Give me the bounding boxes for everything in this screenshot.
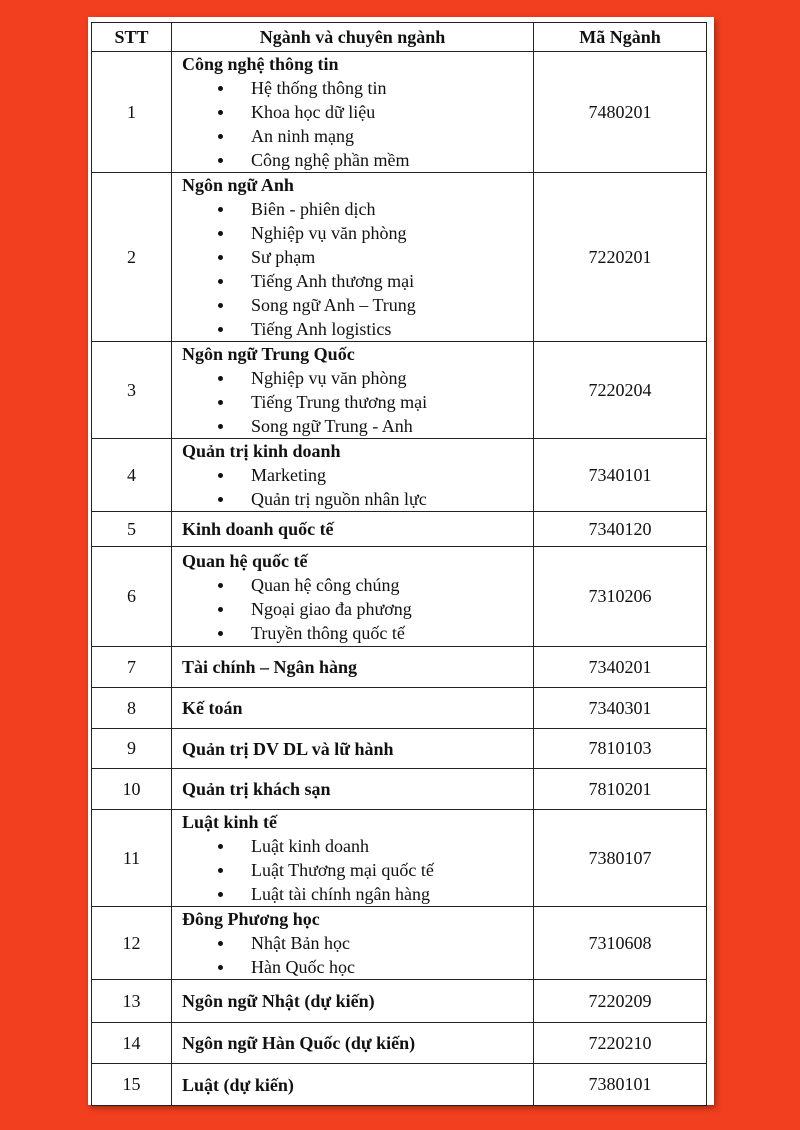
table-row	[92, 769, 707, 810]
major-cell	[172, 439, 534, 512]
row-number: 8	[92, 688, 172, 729]
specialization-item: Hệ thống thông tin	[182, 76, 533, 100]
table-row	[92, 688, 707, 729]
specialization-item: Nhật Bản học	[182, 931, 533, 955]
header-major: Ngành và chuyên ngành	[172, 23, 534, 52]
major-name: Tài chính – Ngân hàng	[182, 657, 358, 677]
major-cell	[172, 647, 534, 688]
major-cell	[172, 342, 534, 439]
table-row	[92, 547, 707, 647]
row-number: 13	[92, 980, 172, 1023]
specialization-item: Sư phạm	[182, 245, 533, 269]
specialization-item: Truyền thông quốc tế	[182, 621, 533, 645]
row-number: 1	[92, 52, 172, 173]
row-number: 7	[92, 647, 172, 688]
majors-table	[91, 22, 707, 1106]
table-row	[92, 729, 707, 769]
table-row	[92, 907, 707, 980]
major-name: Đông Phương học	[182, 909, 320, 929]
major-code: 7220209	[534, 980, 707, 1023]
table-header-row	[92, 23, 707, 52]
specialization-item: Quản trị nguồn nhân lực	[182, 487, 533, 511]
table-row	[92, 512, 707, 547]
specialization-list	[182, 931, 533, 979]
major-cell	[172, 512, 534, 547]
specialization-item: Song ngữ Trung - Anh	[182, 414, 533, 438]
specialization-list	[182, 573, 533, 645]
specialization-item: Luật Thương mại quốc tế	[182, 858, 533, 882]
specialization-item: Luật kinh doanh	[182, 834, 533, 858]
major-cell	[172, 688, 534, 729]
row-number: 11	[92, 810, 172, 907]
specialization-item: An ninh mạng	[182, 124, 533, 148]
major-name: Quản trị DV DL và lữ hành	[182, 738, 394, 759]
major-code: 7310206	[534, 547, 707, 647]
specialization-item: Nghiệp vụ văn phòng	[182, 221, 533, 245]
major-code: 7220210	[534, 1023, 707, 1064]
specialization-item: Tiếng Anh logistics	[182, 317, 533, 341]
major-cell	[172, 810, 534, 907]
specialization-item: Biên - phiên dịch	[182, 197, 533, 221]
row-number: 2	[92, 173, 172, 342]
major-code: 7340301	[534, 688, 707, 729]
major-code: 7220204	[534, 342, 707, 439]
row-number: 15	[92, 1064, 172, 1106]
major-name: Kinh doanh quốc tế	[182, 519, 334, 539]
row-number: 12	[92, 907, 172, 980]
major-cell	[172, 52, 534, 173]
major-cell	[172, 769, 534, 810]
major-code: 7380101	[534, 1064, 707, 1106]
row-number: 10	[92, 769, 172, 810]
major-name: Quản trị kinh doanh	[182, 441, 341, 461]
major-cell	[172, 729, 534, 769]
major-cell	[172, 980, 534, 1023]
row-number: 5	[92, 512, 172, 547]
table-row	[92, 647, 707, 688]
table-row	[92, 439, 707, 512]
row-number: 14	[92, 1023, 172, 1064]
specialization-item: Khoa học dữ liệu	[182, 100, 533, 124]
major-name: Ngôn ngữ Nhật (dự kiến)	[182, 991, 375, 1011]
major-code: 7340101	[534, 439, 707, 512]
major-name: Quản trị khách sạn	[182, 779, 331, 799]
major-code: 7380107	[534, 810, 707, 907]
row-number: 6	[92, 547, 172, 647]
row-number: 4	[92, 439, 172, 512]
specialization-list	[182, 197, 533, 341]
major-code: 7480201	[534, 52, 707, 173]
table-row	[92, 1023, 707, 1064]
major-code: 7220201	[534, 173, 707, 342]
table-row	[92, 342, 707, 439]
specialization-item: Tiếng Trung thương mại	[182, 390, 533, 414]
specialization-item: Ngoại giao đa phương	[182, 597, 533, 621]
specialization-item: Công nghệ phần mềm	[182, 148, 533, 172]
table-row	[92, 1064, 707, 1106]
specialization-item: Nghiệp vụ văn phòng	[182, 366, 533, 390]
specialization-list	[182, 76, 533, 172]
specialization-item: Song ngữ Anh – Trung	[182, 293, 533, 317]
major-cell	[172, 907, 534, 980]
table-row	[92, 980, 707, 1023]
specialization-item: Marketing	[182, 463, 533, 487]
major-code: 7310608	[534, 907, 707, 980]
specialization-item: Luật tài chính ngân hàng	[182, 882, 533, 906]
major-name: Ngôn ngữ Trung Quốc	[182, 344, 355, 364]
major-code: 7810201	[534, 769, 707, 810]
major-name: Luật kinh tế	[182, 812, 278, 832]
table-body	[92, 52, 707, 1106]
specialization-list	[182, 463, 533, 511]
table-row	[92, 173, 707, 342]
major-cell	[172, 1023, 534, 1064]
major-name: Kế toán	[182, 698, 243, 718]
table-row	[92, 52, 707, 173]
major-name: Quan hệ quốc tế	[182, 550, 308, 571]
major-code: 7340120	[534, 512, 707, 547]
major-name: Luật (dự kiến)	[182, 1074, 294, 1095]
specialization-list	[182, 366, 533, 438]
document-page	[88, 17, 714, 1105]
major-name: Ngôn ngữ Hàn Quốc (dự kiến)	[182, 1033, 416, 1053]
major-cell	[172, 547, 534, 647]
specialization-item: Quan hệ công chúng	[182, 573, 533, 597]
major-cell	[172, 1064, 534, 1106]
major-cell	[172, 173, 534, 342]
table-row	[92, 810, 707, 907]
specialization-list	[182, 834, 533, 906]
header-code: Mã Ngành	[534, 23, 707, 52]
row-number: 9	[92, 729, 172, 769]
major-code: 7810103	[534, 729, 707, 769]
row-number: 3	[92, 342, 172, 439]
specialization-item: Hàn Quốc học	[182, 955, 533, 979]
header-stt: STT	[92, 23, 172, 52]
specialization-item: Tiếng Anh thương mại	[182, 269, 533, 293]
major-code: 7340201	[534, 647, 707, 688]
major-name: Ngôn ngữ Anh	[182, 175, 294, 195]
major-name: Công nghệ thông tin	[182, 54, 339, 74]
